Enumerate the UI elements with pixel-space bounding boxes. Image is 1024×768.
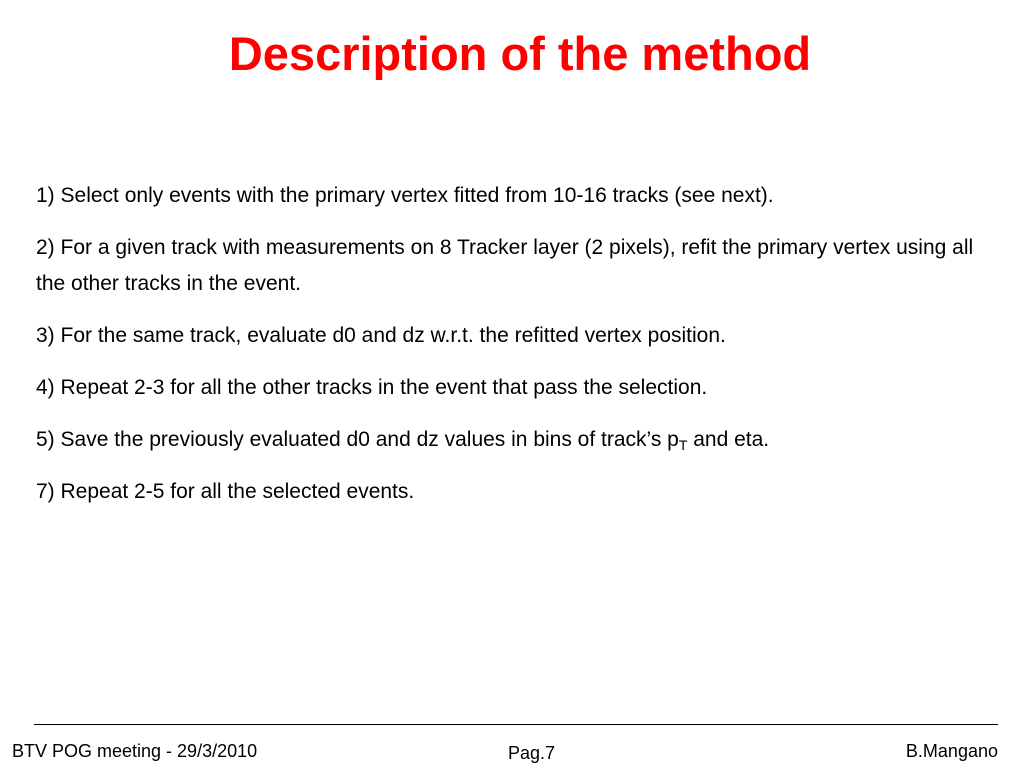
list-item-step-7: 7) Repeat 2-5 for all the selected events.: [36, 480, 415, 503]
footer-page-number: Pag.7: [508, 743, 556, 763]
slide-title: Description of the method: [228, 27, 812, 80]
list-item-step-1: 1) Select only events with the primary vertex fitted from 10-16 tracks (see next).: [36, 184, 774, 207]
footer-author: B.Mangano: [905, 741, 998, 761]
footer-meeting-info: BTV POG meeting - 29/3/2010: [12, 741, 258, 761]
footer-divider: [34, 724, 998, 725]
list-item-step-3: 3) For the same track, evaluate d0 and dz w.r.t. the refitted vertex position.: [36, 324, 726, 347]
list-item-step-2: 2) For a given track with measurements on 8 Tracker layer (2 pixels), refit the primary vertex using all the other tracks in the event.: [36, 236, 974, 295]
list-item-step-5: [36, 422, 996, 458]
step-5-text-after: and eta.: [687, 428, 770, 451]
step-5-subscript: T: [678, 437, 688, 453]
method-steps-list: [36, 178, 996, 510]
list-item-step-4: 4) Repeat 2-3 for all the other tracks in the event that pass the selection.: [36, 376, 708, 399]
step-5-text-before: 5) Save the previously evaluated d0 and dz values in bins of track’s p: [36, 428, 679, 451]
